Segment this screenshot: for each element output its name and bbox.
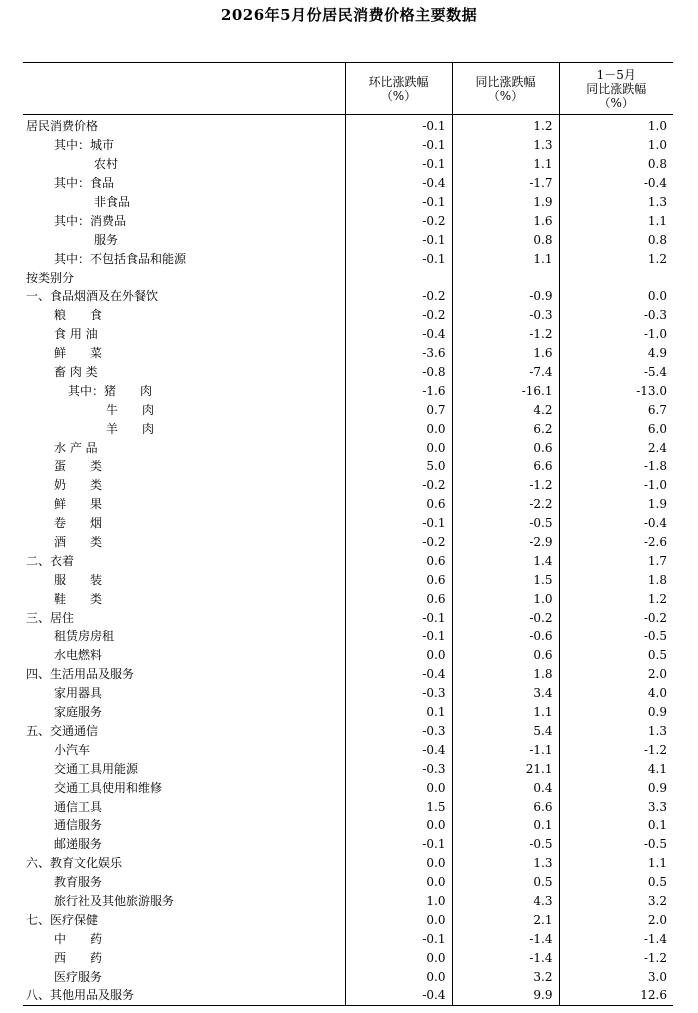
row-name-cell: 家用器具 (54, 686, 103, 701)
row-ytd-cell: 6.0 (559, 419, 673, 438)
row-yoy-cell: 1.3 (452, 136, 559, 155)
row-mom-cell: 1.5 (345, 797, 452, 816)
row-yoy-cell: -1.1 (452, 740, 559, 759)
row-yoy-cell (452, 268, 559, 287)
table-row (23, 910, 673, 929)
row-yoy-cell: -1.2 (452, 476, 559, 495)
header-yoy-line2: （%） (487, 88, 524, 103)
row-name-cell: 三、居住 (26, 610, 75, 625)
row-mom-cell: -0.4 (345, 174, 452, 193)
row-yoy-cell: 21.1 (452, 759, 559, 778)
row-name-cell: 一、食品烟酒及在外餐饮 (26, 289, 159, 304)
row-ytd-cell: 6.7 (559, 400, 673, 419)
row-yoy-cell: -1.2 (452, 325, 559, 344)
row-mom-cell: -0.1 (345, 230, 452, 249)
row-mom-cell: -0.1 (345, 608, 452, 627)
table-row (23, 211, 673, 230)
table-row (23, 419, 673, 438)
row-yoy-cell: -1.4 (452, 948, 559, 967)
table-row (23, 268, 673, 287)
row-yoy-cell: 1.1 (452, 249, 559, 268)
row-name-cell: 其中：猪 肉 (68, 383, 153, 398)
row-name-cell: 小汽车 (54, 742, 91, 757)
row-mom-cell: 0.0 (345, 854, 452, 873)
row-yoy-cell: 1.3 (452, 854, 559, 873)
row-ytd-cell: 0.9 (559, 703, 673, 722)
row-name-cell: 卷 烟 (54, 516, 103, 531)
row-ytd-cell: 1.0 (559, 136, 673, 155)
row-ytd-cell: -0.3 (559, 306, 673, 325)
row-ytd-cell: -1.0 (559, 325, 673, 344)
row-mom-cell: 0.0 (345, 967, 452, 986)
row-yoy-cell: 0.6 (452, 438, 559, 457)
row-name-cell: 家庭服务 (54, 705, 103, 720)
table-row (23, 684, 673, 703)
row-ytd-cell: -2.6 (559, 533, 673, 552)
row-name-cell: 服 装 (54, 572, 103, 587)
row-ytd-cell: -13.0 (559, 381, 673, 400)
row-mom-cell: 0.1 (345, 703, 452, 722)
table-row (23, 759, 673, 778)
row-mom-cell: -0.4 (345, 986, 452, 1005)
table-row (23, 363, 673, 382)
table-row (23, 551, 673, 570)
row-name-cell: 旅行社及其他旅游服务 (54, 893, 175, 908)
row-yoy-cell: -7.4 (452, 363, 559, 382)
row-name-cell: 四、生活用品及服务 (26, 667, 135, 682)
table-row (23, 381, 673, 400)
header-ytd-line1: 1－5月 (596, 67, 636, 82)
row-yoy-cell: -2.9 (452, 533, 559, 552)
row-yoy-cell: -0.5 (452, 514, 559, 533)
row-mom-cell: -3.6 (345, 344, 452, 363)
row-name-cell: 牛 肉 (106, 402, 155, 417)
row-yoy-cell: 3.4 (452, 684, 559, 703)
row-name-cell: 邮递服务 (54, 837, 103, 852)
table-row (23, 665, 673, 684)
row-yoy-cell: -16.1 (452, 381, 559, 400)
table-row (23, 495, 673, 514)
row-name-cell: 八、其他用品及服务 (23, 986, 345, 1005)
row-ytd-cell: 3.0 (559, 967, 673, 986)
table-row (23, 722, 673, 741)
row-name-cell: 西 药 (54, 950, 103, 965)
table-row (23, 948, 673, 967)
row-name-cell: 其中：城市 (54, 138, 115, 153)
table-row (23, 873, 673, 892)
row-mom-cell: 0.6 (345, 551, 452, 570)
row-ytd-cell: 1.3 (559, 722, 673, 741)
row-yoy-cell: 1.0 (452, 589, 559, 608)
header-yoy-line1: 同比涨跌幅 (475, 74, 536, 89)
row-yoy-cell: 0.8 (452, 230, 559, 249)
row-ytd-cell: 0.0 (559, 287, 673, 306)
row-yoy-cell: 6.6 (452, 457, 559, 476)
row-yoy-cell: 6.6 (452, 797, 559, 816)
table-row (23, 325, 673, 344)
row-mom-cell: -0.1 (345, 136, 452, 155)
row-ytd-cell: 4.9 (559, 344, 673, 363)
row-ytd-cell: 1.2 (559, 589, 673, 608)
table-body (23, 115, 673, 1006)
row-name-cell: 五、交通通信 (26, 723, 99, 738)
table-row (23, 115, 673, 136)
page-title: 2026年5月份居民消费价格主要数据 (220, 6, 478, 24)
table-row (23, 400, 673, 419)
row-mom-cell: -0.1 (345, 249, 452, 268)
row-yoy-cell: 3.2 (452, 967, 559, 986)
row-ytd-cell: -1.8 (559, 457, 673, 476)
row-name-cell: 六、教育文化娱乐 (26, 856, 123, 871)
row-yoy-cell: -0.6 (452, 627, 559, 646)
row-mom-cell: -0.1 (345, 193, 452, 212)
table-row (23, 854, 673, 873)
row-mom-cell: 0.0 (345, 438, 452, 457)
row-mom-cell: 0.0 (345, 873, 452, 892)
row-yoy-cell: 1.6 (452, 211, 559, 230)
table-row (23, 155, 673, 174)
row-mom-cell: 0.7 (345, 400, 452, 419)
row-yoy-cell: -0.2 (452, 608, 559, 627)
row-name-cell: 粮 食 (54, 308, 103, 323)
row-mom-cell (345, 268, 452, 287)
table-row (23, 136, 673, 155)
row-mom-cell: -0.1 (345, 514, 452, 533)
row-ytd-cell (559, 268, 673, 287)
row-yoy-cell: 0.5 (452, 873, 559, 892)
table-row (23, 306, 673, 325)
row-name-cell: 非食品 (94, 195, 131, 209)
row-yoy-cell: 0.4 (452, 778, 559, 797)
row-yoy-cell: 4.2 (452, 400, 559, 419)
row-ytd-cell: -1.2 (559, 948, 673, 967)
row-ytd-cell: 1.2 (559, 249, 673, 268)
row-mom-cell: -0.3 (345, 722, 452, 741)
table-row (23, 589, 673, 608)
table-row (23, 287, 673, 306)
row-mom-cell: 1.0 (345, 892, 452, 911)
row-mom-cell: 0.0 (345, 778, 452, 797)
header-item (23, 63, 345, 115)
row-name-cell: 通信服务 (54, 818, 103, 833)
table-row (23, 514, 673, 533)
row-mom-cell: -0.3 (345, 759, 452, 778)
row-ytd-cell: 12.6 (559, 986, 673, 1005)
header-ytd-line3: （%） (598, 95, 634, 110)
row-mom-cell: -0.1 (345, 835, 452, 854)
row-ytd-cell: 1.1 (559, 211, 673, 230)
row-mom-cell: -0.2 (345, 476, 452, 495)
row-name-cell: 蛋 类 (54, 459, 103, 474)
table-row (23, 174, 673, 193)
row-ytd-cell: 4.0 (559, 684, 673, 703)
cpi-table (23, 62, 673, 1006)
table-row (23, 986, 673, 1005)
table-row (23, 778, 673, 797)
row-name-cell: 医疗服务 (54, 969, 103, 984)
row-name-cell: 奶 类 (54, 478, 103, 493)
table-row (23, 230, 673, 249)
row-yoy-cell: 1.1 (452, 703, 559, 722)
row-ytd-cell: 0.9 (559, 778, 673, 797)
row-ytd-cell: -0.5 (559, 627, 673, 646)
row-yoy-cell: 5.4 (452, 722, 559, 741)
row-mom-cell: 0.0 (345, 948, 452, 967)
row-mom-cell: -0.4 (345, 740, 452, 759)
table-row (23, 797, 673, 816)
row-ytd-cell: -0.2 (559, 608, 673, 627)
row-ytd-cell: 3.3 (559, 797, 673, 816)
row-yoy-cell: 1.1 (452, 155, 559, 174)
row-name-cell: 其中：消费品 (54, 213, 127, 228)
table-row (23, 457, 673, 476)
header-yoy (452, 63, 559, 115)
row-name-cell: 鲜 果 (54, 497, 103, 512)
row-name-cell: 租赁房房租 (54, 629, 115, 644)
row-name-cell: 服务 (94, 232, 119, 247)
row-ytd-cell: 2.0 (559, 910, 673, 929)
row-name-cell: 教育服务 (54, 875, 103, 890)
row-mom-cell: 0.0 (345, 646, 452, 665)
row-yoy-cell: 1.4 (452, 551, 559, 570)
row-name-cell: 交通工具用能源 (54, 761, 139, 776)
row-ytd-cell: -5.4 (559, 363, 673, 382)
row-ytd-cell: 0.5 (559, 873, 673, 892)
row-ytd-cell: 3.2 (559, 892, 673, 911)
row-mom-cell: 0.6 (345, 570, 452, 589)
row-yoy-cell: -0.3 (452, 306, 559, 325)
row-yoy-cell: 0.1 (452, 816, 559, 835)
header-mom (345, 63, 452, 115)
row-yoy-cell: 1.8 (452, 665, 559, 684)
row-name-cell: 居民消费价格 (26, 119, 99, 134)
row-name-cell: 其中：不包括食品和能源 (54, 251, 187, 266)
row-mom-cell: -0.1 (345, 155, 452, 174)
row-yoy-cell: 2.1 (452, 910, 559, 929)
row-name-cell: 羊 肉 (106, 421, 155, 436)
row-name-cell: 通信工具 (54, 799, 103, 814)
table-row (23, 438, 673, 457)
row-ytd-cell: 0.1 (559, 816, 673, 835)
header-ytd-line2: 同比涨跌幅 (586, 81, 647, 96)
row-mom-cell: -0.4 (345, 665, 452, 684)
row-name-cell: 畜 肉 类 (54, 365, 98, 380)
table-row (23, 193, 673, 212)
row-mom-cell: -0.4 (345, 325, 452, 344)
row-mom-cell: -0.1 (345, 627, 452, 646)
row-yoy-cell: 1.5 (452, 570, 559, 589)
row-yoy-cell: -1.4 (452, 929, 559, 948)
row-ytd-cell: 0.8 (559, 155, 673, 174)
row-name-cell: 酒 类 (54, 535, 103, 550)
row-yoy-cell: 1.2 (452, 115, 559, 136)
row-name-cell: 食 用 油 (54, 327, 98, 342)
row-yoy-cell: 6.2 (452, 419, 559, 438)
table-row (23, 740, 673, 759)
row-ytd-cell: 1.0 (559, 115, 673, 136)
row-mom-cell: -0.2 (345, 306, 452, 325)
row-name-cell: 农村 (94, 157, 119, 172)
table-row (23, 249, 673, 268)
table-row (23, 835, 673, 854)
table-row (23, 344, 673, 363)
row-yoy-cell: 9.9 (452, 986, 559, 1005)
table-row (23, 570, 673, 589)
row-yoy-cell: 1.9 (452, 193, 559, 212)
table-header-row (23, 63, 673, 115)
row-yoy-cell: -0.5 (452, 835, 559, 854)
table-row (23, 816, 673, 835)
row-name-cell: 七、医疗保健 (26, 912, 99, 927)
row-ytd-cell: -0.5 (559, 835, 673, 854)
row-mom-cell: -0.2 (345, 211, 452, 230)
row-ytd-cell: 1.7 (559, 551, 673, 570)
table-row (23, 627, 673, 646)
row-ytd-cell: 2.0 (559, 665, 673, 684)
row-ytd-cell: 1.8 (559, 570, 673, 589)
row-ytd-cell: 1.1 (559, 854, 673, 873)
row-ytd-cell: 1.3 (559, 193, 673, 212)
table-row (23, 892, 673, 911)
row-ytd-cell: 2.4 (559, 438, 673, 457)
row-yoy-cell: -0.9 (452, 287, 559, 306)
row-ytd-cell: 0.5 (559, 646, 673, 665)
row-mom-cell: -0.8 (345, 363, 452, 382)
row-mom-cell: -0.1 (345, 115, 452, 136)
table-row (23, 967, 673, 986)
row-ytd-cell: 0.8 (559, 230, 673, 249)
row-mom-cell: 0.6 (345, 589, 452, 608)
row-yoy-cell: 1.6 (452, 344, 559, 363)
header-mom-line2: （%） (380, 88, 417, 103)
row-yoy-cell: 4.3 (452, 892, 559, 911)
row-yoy-cell: 0.6 (452, 646, 559, 665)
row-mom-cell: 0.0 (345, 816, 452, 835)
row-mom-cell: 0.0 (345, 910, 452, 929)
row-ytd-cell: -1.0 (559, 476, 673, 495)
row-name-cell: 鞋 类 (54, 591, 103, 606)
row-ytd-cell: 4.1 (559, 759, 673, 778)
row-name-cell: 中 药 (54, 931, 103, 946)
row-name-cell: 按类别分 (26, 270, 75, 285)
table-row (23, 608, 673, 627)
row-mom-cell: -0.1 (345, 929, 452, 948)
row-ytd-cell: -0.4 (559, 514, 673, 533)
table-row (23, 646, 673, 665)
row-mom-cell: -0.2 (345, 533, 452, 552)
row-mom-cell: -0.3 (345, 684, 452, 703)
row-mom-cell: -1.6 (345, 381, 452, 400)
header-ytd (559, 63, 673, 115)
table-row (23, 533, 673, 552)
row-name-cell: 二、衣着 (26, 553, 75, 568)
row-mom-cell: 5.0 (345, 457, 452, 476)
row-name-cell: 其中：食品 (54, 176, 115, 191)
row-ytd-cell: -0.4 (559, 174, 673, 193)
header-mom-line1: 环比涨跌幅 (368, 74, 429, 89)
row-yoy-cell: -2.2 (452, 495, 559, 514)
row-ytd-cell: -1.2 (559, 740, 673, 759)
row-name-cell: 水 产 品 (54, 440, 98, 455)
row-ytd-cell: 1.9 (559, 495, 673, 514)
table-row (23, 476, 673, 495)
row-mom-cell: -0.2 (345, 287, 452, 306)
table-row (23, 703, 673, 722)
row-name-cell: 水电燃料 (54, 648, 103, 663)
row-name-cell: 鲜 菜 (54, 346, 103, 361)
row-ytd-cell: -1.4 (559, 929, 673, 948)
row-yoy-cell: -1.7 (452, 174, 559, 193)
row-mom-cell: 0.0 (345, 419, 452, 438)
row-name-cell: 交通工具使用和维修 (54, 780, 163, 795)
table-row (23, 929, 673, 948)
row-mom-cell: 0.6 (345, 495, 452, 514)
